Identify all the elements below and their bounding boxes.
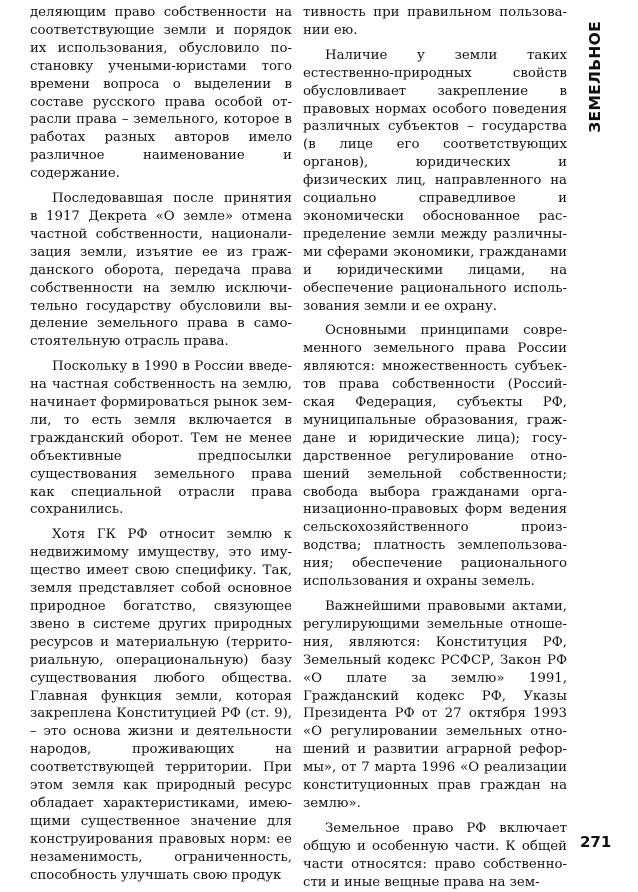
paragraph: Наличие у земли таких естественно-природных свойств обусловливает закрепление в правовых нормах особого поведения различных субъектов – государства (в лице его соответствующих органов), юридических и физических лиц, направленного на социально справедливое и экономически обоснованное распределение земли между различными сферами экономики, гражданами и юридическими лицами, на обеспечение рационального использования земли и ее охрану. <box>303 47 567 314</box>
left-text-column <box>30 4 292 885</box>
paragraph: Последовавшая после принятия в 1917 Декрета «О земле» отмена частной собственности, национализация земли, изъятие ее из гражданского оборота, передача права собственности на землю исключительно государству обусловили выделение земельного права в самостоятельную отрасль права. <box>30 191 292 350</box>
paragraph: Хотя ГК РФ относит землю к недвижимому имуществу, это имущество имеет свою специфику. Так, земля представляет собой основное природное богатство, связующее звено в системе других природных ресурсов и материальную (территориальную, операциональную) базу существования любого общества. Главная функция земли, которая закреплена Конституцией РФ (ст. 9), – это основа жизни и деятельности народов, проживающих на соответствующей территории. При этом земля как природный ресурс обладает характеристиками, имеющими существенное значение для конструирования правовых норм: ее незаменимость, ограниченность, способность улучшать свою продук <box>30 527 292 883</box>
right-text-column <box>303 4 567 892</box>
paragraph: Важнейшими правовыми актами, регулирующими земельные отношения, являются: Конституция РФ, Земельный кодекс РСФСР, Закон РФ «О плате за землю» 1991, Гражданский кодекс РФ, Указы Президента РФ от 27 октября 1993 «О регулировании земельных отношений и развитии аграрной реформы», от 7 марта 1996 «О реализации конституционных прав граждан на землю». <box>303 599 567 811</box>
paragraph: Поскольку в 1990 в России введена частная собственность на землю, начинает формироваться рынок земли, то есть земля включается в гражданский оборот. Тем не менее объективные предпосылки существования земельного права как специальной отрасли права сохранились. <box>30 359 292 518</box>
paragraph: тивность при правильном пользовании ею. <box>303 5 567 38</box>
paragraph: деляющим право собственности на соответствующие земли и порядок их использования, обусловило постановку учеными-юристами того времени вопроса о выделении в составе русского права особой отрасли права – земельного, которое в работах разных авторов имело различное наименование и содержание. <box>30 5 292 182</box>
page-number: 271 <box>580 833 612 851</box>
paragraph: Основными принципами современного земельного права России являются: множественность субъектов права собственности (Российская Федерация, субъекты РФ, муниципальные образования, граждане и юридические лица); государственное регулирование отношений земельной собственности; свобода выбора гражданами организационно-правовых форм ведения сельскохозяйственного производства; платность землепользования; обеспечение рационального использования и охраны земель. <box>303 323 567 590</box>
paragraph: Земельное право РФ включает общую и особенную части. К общей части относятся: право собственности и иные вещные права на зем- <box>303 820 567 890</box>
running-head <box>582 18 608 136</box>
running-head-text: ЗЕМЕЛЬНОЕ <box>586 21 604 133</box>
